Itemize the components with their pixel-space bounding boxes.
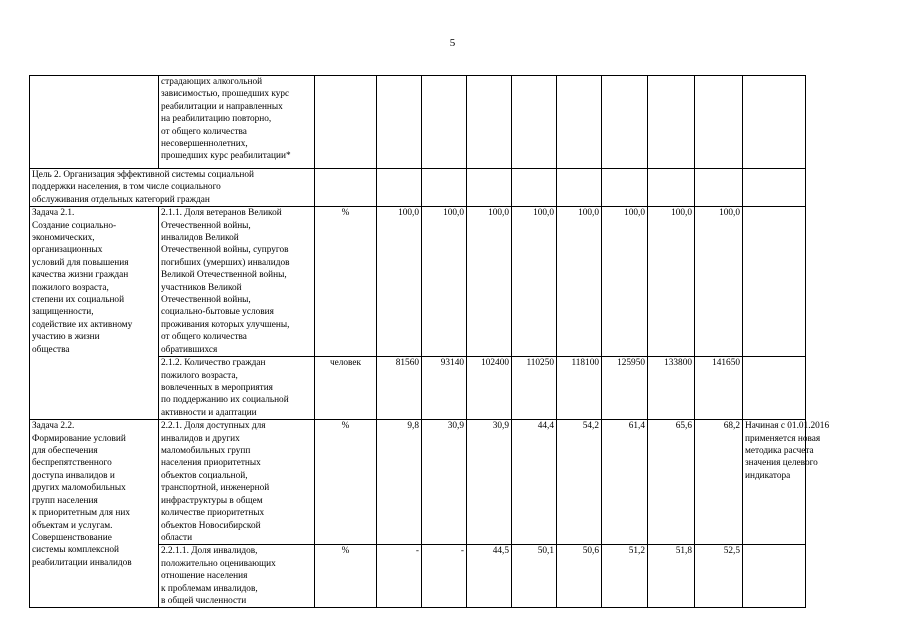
text-line: вовлеченных в мероприятия	[161, 383, 273, 394]
empty-cell	[315, 169, 377, 207]
empty-cell	[602, 76, 648, 169]
text-line: Отечественной войны,	[161, 295, 251, 306]
text-line: обслуживания отдельных категорий граждан	[32, 194, 210, 205]
note-cell	[743, 207, 806, 357]
value-cell: 50,1	[512, 545, 557, 608]
text-line: Совершенствование	[32, 532, 112, 543]
text-line: прошедших курс реабилитации*	[161, 151, 291, 162]
value-cell: 100,0	[602, 207, 648, 357]
text-line: зависимостью, прошедших курс	[161, 89, 290, 100]
value-cell: 65,6	[648, 420, 695, 545]
task-cell	[30, 76, 159, 169]
value-cell: 100,0	[557, 207, 602, 357]
empty-cell	[377, 76, 422, 169]
empty-cell	[557, 76, 602, 169]
text-line: условий для повышения	[32, 257, 129, 268]
text-line: маломобильных групп	[161, 446, 251, 457]
text-line: Начиная с 01.01.2016	[745, 421, 830, 432]
text-line: Отечественной войны,	[161, 220, 251, 231]
empty-cell	[743, 169, 806, 207]
text-line: отношение населения	[161, 571, 248, 582]
empty-cell	[648, 76, 695, 169]
empty-cell	[422, 169, 467, 207]
text-line: на реабилитацию повторно,	[161, 114, 272, 125]
indicator-cell	[159, 357, 315, 420]
value-cell: 100,0	[648, 207, 695, 357]
text-line: области	[161, 532, 193, 543]
value-cell: 44,5	[467, 545, 512, 608]
text-line: защищенности,	[32, 307, 94, 318]
unit-cell: %	[315, 207, 377, 357]
value-cell: 100,0	[467, 207, 512, 357]
indicator-cell	[159, 545, 315, 608]
unit-cell: %	[315, 420, 377, 545]
value-cell: -	[377, 545, 422, 608]
text-line: участию в жизни	[32, 332, 100, 343]
text-line: положительно оценивающих	[161, 558, 276, 569]
text-line: 2.1.1. Доля ветеранов Великой	[161, 208, 282, 219]
table-row	[30, 420, 806, 545]
value-cell: 125950	[602, 357, 648, 420]
text-line: организационных	[32, 245, 103, 256]
goal-cell	[30, 169, 315, 207]
value-cell: 133800	[648, 357, 695, 420]
text-line: методика расчета	[745, 446, 814, 457]
text-line: участников Великой	[161, 282, 242, 293]
empty-cell	[467, 76, 512, 169]
empty-cell	[648, 169, 695, 207]
text-line: в общей численности	[161, 595, 247, 606]
text-line: объектов Новосибирской	[161, 520, 261, 531]
text-line: инвалидов и других	[161, 433, 240, 444]
text-line: пожилого возраста,	[32, 282, 109, 293]
text-line: Великой Отечественной войны,	[161, 270, 287, 281]
value-cell: 100,0	[377, 207, 422, 357]
text-line: объектов социальной,	[161, 470, 248, 481]
text-line: Создание социально-	[32, 220, 117, 231]
text-line: беспрепятственного	[32, 458, 112, 469]
text-line: инфраструктуры в общем	[161, 495, 263, 506]
text-line: 2.2.1. Доля доступных для	[161, 421, 266, 432]
value-cell: 118100	[557, 357, 602, 420]
text-line: от общего количества	[161, 332, 247, 343]
text-line: к приоритетным для них	[32, 508, 130, 519]
value-cell: 30,9	[467, 420, 512, 545]
value-cell: 102400	[467, 357, 512, 420]
note-cell	[743, 357, 806, 420]
text-line: общества	[32, 344, 70, 355]
text-line: реабилитации инвалидов	[32, 557, 132, 568]
empty-cell	[512, 169, 557, 207]
text-line: Отечественной войны, супругов	[161, 245, 289, 256]
text-line: применяется новая	[745, 433, 821, 444]
value-cell: 61,4	[602, 420, 648, 545]
text-line: для обеспечения	[32, 446, 98, 457]
value-cell: 30,9	[422, 420, 467, 545]
empty-cell	[422, 76, 467, 169]
value-cell: 9,8	[377, 420, 422, 545]
value-cell: 141650	[695, 357, 743, 420]
text-line: несовершеннолетних,	[161, 139, 248, 150]
text-line: обратившихся	[161, 344, 218, 355]
text-line: качества жизни граждан	[32, 270, 129, 281]
empty-cell	[695, 169, 743, 207]
page-number: 5	[449, 37, 456, 49]
task-cell	[30, 207, 159, 420]
text-line: количестве приоритетных	[161, 508, 265, 519]
text-line: по поддержанию их социальной	[161, 395, 289, 406]
text-line: активности и адаптации	[161, 407, 257, 418]
text-line: к проблемам инвалидов,	[161, 583, 258, 594]
text-line: степени их социальной	[32, 295, 125, 306]
empty-cell	[315, 76, 377, 169]
note-cell	[743, 545, 806, 608]
unit-cell: человек	[315, 357, 377, 420]
empty-cell	[743, 76, 806, 169]
value-cell: 44,4	[512, 420, 557, 545]
text-line: содействие их активному	[32, 319, 133, 330]
text-line: 2.1.2. Количество граждан	[161, 358, 266, 369]
value-cell: 100,0	[422, 207, 467, 357]
text-line: инвалидов Великой	[161, 233, 239, 244]
empty-cell	[512, 76, 557, 169]
empty-cell	[602, 169, 648, 207]
text-line: поддержки населения, в том числе социального	[32, 182, 221, 193]
table-row	[30, 207, 806, 357]
value-cell: 52,5	[695, 545, 743, 608]
unit-cell: %	[315, 545, 377, 608]
value-cell: 81560	[377, 357, 422, 420]
indicator-cell	[159, 420, 315, 545]
text-line: Задача 2.2.	[32, 421, 75, 432]
value-cell: 110250	[512, 357, 557, 420]
text-line: транспортной, инженерной	[161, 483, 270, 494]
table-row	[30, 169, 806, 207]
text-line: от общего количества	[161, 126, 247, 137]
empty-cell	[695, 76, 743, 169]
value-cell: -	[422, 545, 467, 608]
text-line: страдающих алкогольной	[161, 77, 263, 87]
text-line: Формирование условий	[32, 433, 126, 444]
text-line: Цель 2. Организация эффективной системы социальной	[32, 170, 255, 180]
text-line: проживания которых улучшены,	[161, 319, 290, 330]
empty-cell	[467, 169, 512, 207]
value-cell: 50,6	[557, 545, 602, 608]
text-line: пожилого возраста,	[161, 370, 238, 381]
table-row	[30, 76, 806, 169]
text-line: индикатора	[745, 470, 791, 481]
text-line: погибших (умерших) инвалидов	[161, 257, 290, 268]
indicator-cell	[159, 76, 315, 169]
text-line: групп населения	[32, 495, 98, 506]
value-cell: 51,2	[602, 545, 648, 608]
text-line: доступа инвалидов и	[32, 470, 115, 481]
text-line: экономических,	[32, 233, 95, 244]
text-line: значения целевого	[745, 458, 818, 469]
value-cell: 68,2	[695, 420, 743, 545]
text-line: объектам и услугам.	[32, 520, 113, 531]
text-line: Задача 2.1.	[32, 208, 75, 219]
value-cell: 100,0	[695, 207, 743, 357]
note-cell	[743, 420, 830, 545]
task-cell	[30, 420, 159, 608]
text-line: 2.2.1.1. Доля инвалидов,	[161, 546, 258, 557]
text-line: системы комплексной	[32, 545, 120, 556]
value-cell: 51,8	[648, 545, 695, 608]
text-line: других маломобильных	[32, 483, 126, 494]
value-cell: 100,0	[512, 207, 557, 357]
empty-cell	[557, 169, 602, 207]
text-line: социально-бытовые условия	[161, 307, 274, 318]
value-cell: 54,2	[557, 420, 602, 545]
text-line: реабилитации и направленных	[161, 101, 283, 112]
indicator-cell	[159, 207, 315, 357]
text-line: населения приоритетных	[161, 458, 261, 469]
indicators-table	[29, 75, 830, 608]
empty-cell	[377, 169, 422, 207]
value-cell: 93140	[422, 357, 467, 420]
